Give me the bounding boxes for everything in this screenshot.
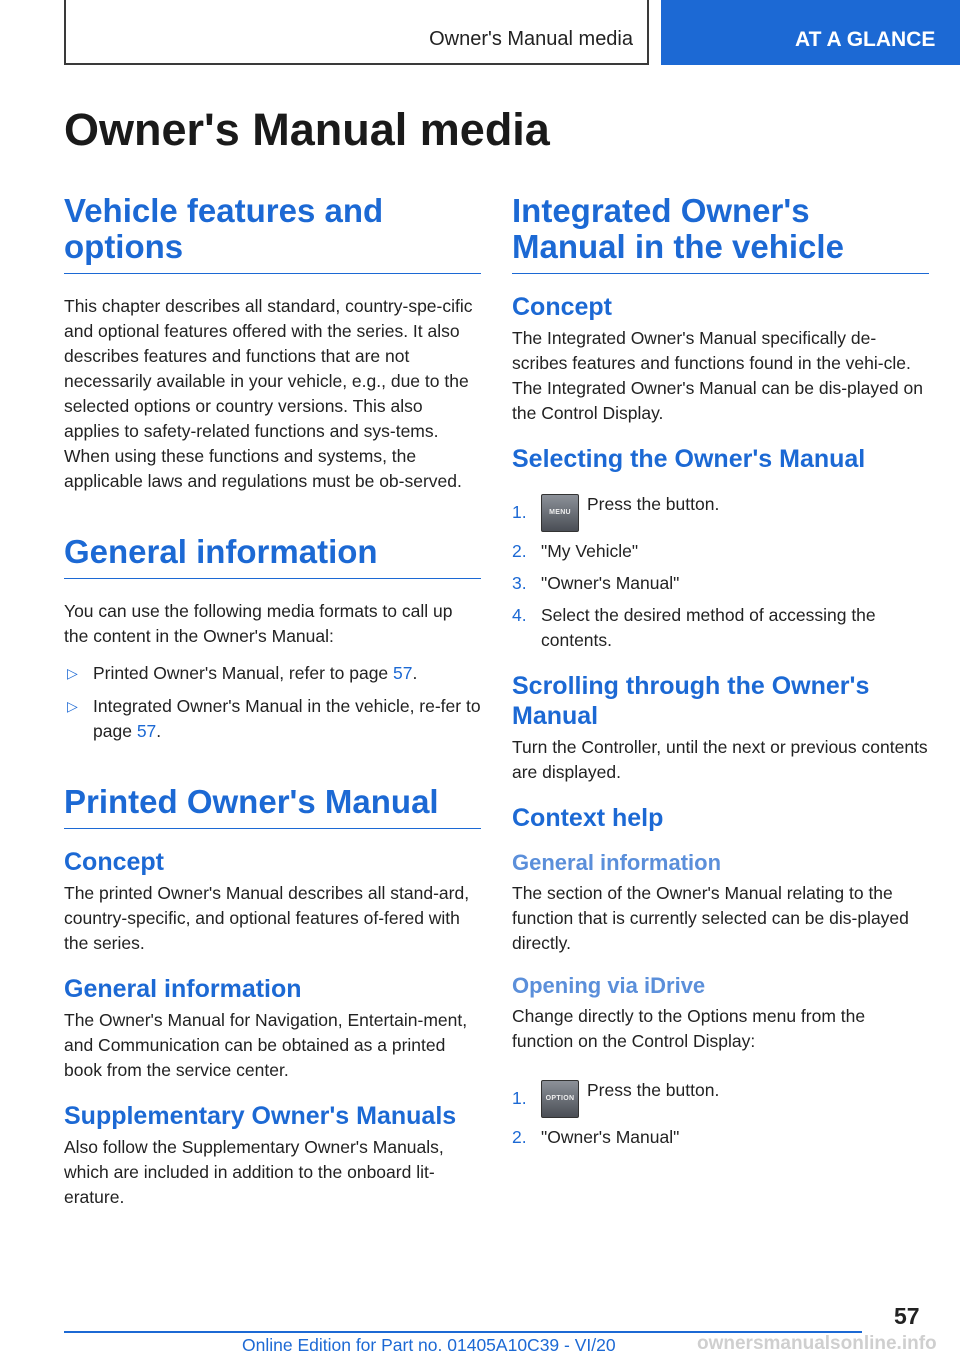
heading-opening-idrive: Opening via iDrive bbox=[512, 973, 706, 998]
step-item bbox=[512, 539, 929, 564]
step-number: 1. bbox=[512, 502, 527, 522]
concept-text: The printed Owner's Manual describes all stand‐ard, country-specific, and optional features of‐fered with the series. bbox=[64, 883, 470, 953]
heading-general-information-printed: General information bbox=[64, 975, 302, 1003]
context-general-text: The section of the Owner's Manual relating to the function that is currently selected can be dis‐played directly. bbox=[512, 883, 909, 953]
list-item-tail: . bbox=[412, 663, 418, 683]
footer-edition: Online Edition for Part no. 01405A10C39 - VI/20 bbox=[242, 1335, 616, 1355]
selecting-steps bbox=[512, 488, 929, 653]
step-item bbox=[512, 1125, 929, 1150]
option-button-icon[interactable]: OPTION bbox=[541, 1080, 579, 1118]
header-section-title: Owner's Manual media bbox=[429, 28, 633, 50]
heading-context-help: Context help bbox=[512, 804, 664, 832]
triangle-bullet-icon: ▷ bbox=[67, 698, 78, 714]
scrolling-text: Turn the Controller, until the next or previous contents are displayed. bbox=[512, 737, 928, 782]
heading-printed-manual: Printed Owner's Manual bbox=[64, 784, 481, 829]
step-text: Select the desired method of accessing the contents. bbox=[541, 605, 876, 650]
heading-selecting-manual: Selecting the Owner's Manual bbox=[512, 445, 866, 473]
step-number: 4. bbox=[512, 605, 527, 625]
opening-idrive-text: Change directly to the Options menu from the function on the Control Display: bbox=[512, 1006, 866, 1051]
page-number: 57 bbox=[894, 1303, 920, 1329]
general-information-text: You can use the following media formats to call up the content in the Owner's Manual: bbox=[64, 601, 453, 646]
step-text: "Owner's Manual" bbox=[541, 1127, 680, 1147]
step-number: 2. bbox=[512, 1127, 527, 1147]
step-number: 1. bbox=[512, 1088, 527, 1108]
step-item bbox=[512, 603, 929, 653]
page-link[interactable]: 57 bbox=[393, 663, 413, 683]
page-link[interactable]: 57 bbox=[136, 721, 157, 741]
page-title: Owner's Manual media bbox=[64, 104, 550, 155]
step-number: 2. bbox=[512, 541, 527, 561]
heading-scrolling: Scrolling through the Owner's Manual bbox=[512, 672, 870, 730]
general-information-printed-text: The Owner's Manual for Navigation, Entertain‐ment, and Communication can be obtained as a printed book from the service center. bbox=[64, 1010, 468, 1080]
step-item bbox=[512, 571, 929, 596]
heading-integrated-manual: Integrated Owner's Manual in the vehicle bbox=[512, 193, 929, 274]
media-format-list bbox=[64, 661, 481, 744]
step-text: "My Vehicle" bbox=[541, 541, 639, 561]
heading-context-general: General information bbox=[512, 850, 722, 875]
list-item bbox=[64, 694, 481, 744]
heading-supplementary-manuals: Supplementary Owner's Manuals bbox=[64, 1102, 457, 1130]
list-item-text: Integrated Owner's Manual in the vehicle, re‐fer to page bbox=[93, 696, 481, 741]
heading-concept-integrated: Concept bbox=[512, 293, 612, 321]
menu-button-icon[interactable]: MENU bbox=[541, 494, 579, 532]
list-item-tail: . bbox=[156, 721, 162, 741]
step-item bbox=[512, 488, 929, 532]
watermark: ownersmanualsonline.info bbox=[697, 1333, 937, 1354]
triangle-bullet-icon: ▷ bbox=[67, 665, 78, 681]
list-item bbox=[64, 661, 481, 686]
left-column bbox=[64, 193, 481, 1210]
supplementary-manuals-text: Also follow the Supplementary Owner's Manuals, which are included in addition to the onboard lit‐erature. bbox=[64, 1137, 444, 1207]
step-text: Press the button. bbox=[587, 494, 720, 514]
step-text: "Owner's Manual" bbox=[541, 573, 680, 593]
heading-general-information: General information bbox=[64, 534, 481, 579]
step-number: 3. bbox=[512, 573, 527, 593]
list-item-text: Printed Owner's Manual, refer to page bbox=[93, 663, 389, 683]
right-column bbox=[512, 193, 929, 1157]
header-chapter-tab[interactable] bbox=[661, 0, 960, 65]
header-chapter-label: AT A GLANCE bbox=[795, 28, 936, 51]
heading-vehicle-features: Vehicle features and options bbox=[64, 193, 481, 274]
step-text: Press the button. bbox=[587, 1080, 720, 1100]
header-section-box bbox=[64, 0, 649, 65]
heading-concept: Concept bbox=[64, 848, 164, 876]
vehicle-features-text: This chapter describes all standard, country-spe‐cific and optional features offered with the series. It also describes features and functions that are not necessarily available in your vehicle, e.g., due to the selected options or country versions. This also applies to safety-related functions and sys‐tems. When using these functions and systems, the applicable laws and regulations must be ob‐served. bbox=[64, 296, 473, 491]
step-item bbox=[512, 1074, 929, 1118]
concept-integrated-text: The Integrated Owner's Manual specifically de‐scribes features and functions found in the vehi‐cle. The Integrated Owner's Manual can be dis‐played on the Control Display. bbox=[512, 328, 923, 423]
idrive-steps bbox=[512, 1074, 929, 1150]
